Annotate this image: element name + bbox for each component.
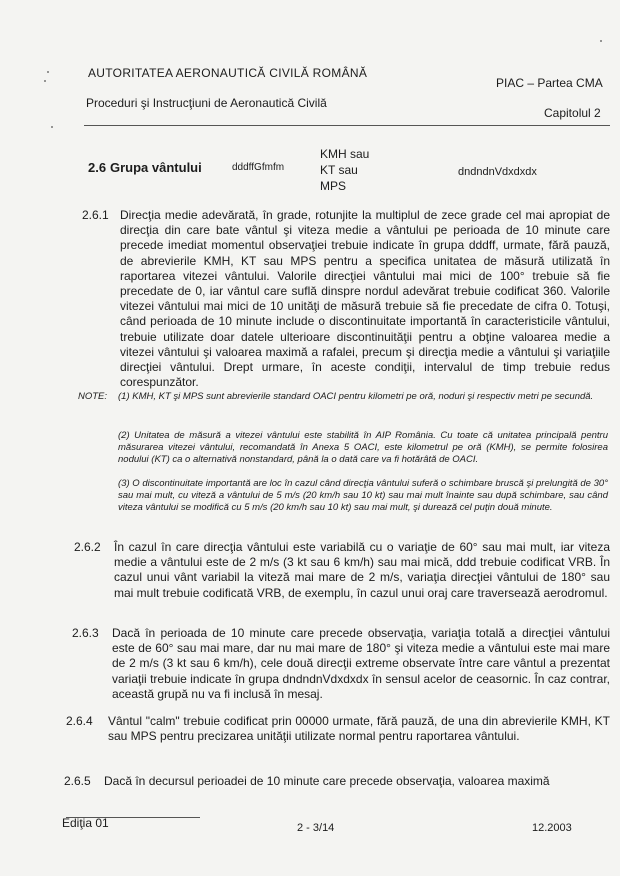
note-item: (2) Unitatea de măsură a vitezei vântului este stabilită în AIP România. Cu toate că unitatea principală pentru măsurarea vitezei vântului, recomandată în Anexa 5 OACI, este kilometrul pe oră (KMH), se permite folosirea nodului (KT) ca o alternativă nonstandard, până la o dată care va fi hotărâtă de OACI. xyxy=(118,430,608,465)
paragraph-text: Dacă în perioada de 10 minute care precede observaţia, variaţia totală a direcţiei vântului este de 60° sau mai mare, dar nu mai mare de 180° şi viteza medie a vântului este mai mare de 2 m/s (3 kt sau 6 km/h), cele două direcţii extreme observate între care vântul a prezentat variaţii trebuie indicate în grupa dndndnVdxdxdx în sensul acelor de ceasornic. În caz contrar, această grupă nu va fi inclusă în mesaj. xyxy=(112,626,610,701)
paragraph-number: 2.6.4 xyxy=(66,714,93,728)
scan-speck xyxy=(44,80,46,82)
paragraph-number: 2.6.2 xyxy=(74,540,101,554)
paragraph-number: 2.6.5 xyxy=(64,774,91,788)
header-chapter: Capitolul 2 xyxy=(544,106,601,120)
header-procedures: Proceduri şi Instrucţiuni de Aeronautică Civilă xyxy=(86,96,327,110)
header-divider xyxy=(84,125,610,126)
footer-edition: Ediţia 01 xyxy=(62,816,109,830)
scan-speck xyxy=(47,71,49,73)
header-doc-ref: PIAC – Partea CMA xyxy=(496,76,603,90)
paragraph-text: În cazul în care direcţia vântului este variabilă cu o variaţie de 60° sau mai mult, iar viteza medie a vântului este de 2 m/s (3 kt sau 6 km/h) sau mai mică, ddd trebuie codificat VRB. În cazul unui vânt variabil la viteză mai mare de 2 m/s, variaţia direcţiei vântului de 180° sau mai mult trebuie codificată VRB, de exemplu, în cazul unui oraj care traversează aerodromul. xyxy=(114,540,610,600)
paragraph-text: Vântul "calm" trebuie codificat prin 00000 urmate, fără pauză, de una din abrevierile KMH, KT sau MPS pentru precizarea unităţii utilizate normal pentru raportarea vântului. xyxy=(108,714,610,744)
unit-option: KMH sau xyxy=(320,147,370,161)
unit-option: KT sau xyxy=(320,163,358,177)
footer-page-number: 2 - 3/14 xyxy=(297,822,335,834)
note-item: (1) KMH, KT şi MPS sunt abrevierile standard OACI pentru kilometri pe oră, noduri şi respectiv metri pe secundă. xyxy=(118,391,594,402)
scan-speck xyxy=(600,40,602,42)
scan-speck xyxy=(51,126,53,128)
paragraph-number: 2.6.3 xyxy=(72,626,99,640)
note-item: (3) O discontinuitate importantă are loc în cazul când direcţia vântului suferă o schimbare bruscă şi prelungită de 30° sau mai mult, cu viteză a vântului de 5 m/s (20 km/h sau 10 kt) sau mai mult înainte sau după schimbare, sau când viteza vântului se modifică cu 5 m/s (20 km/h sau 10 kt) sau mai mult, şi durează cel puţin două minute. xyxy=(118,478,608,513)
paragraph-text: Dacă în decursul perioadei de 10 minute care precede observaţia, valoarea maximă xyxy=(104,774,550,788)
paragraph-number: 2.6.1 xyxy=(82,208,109,222)
section-code: dddffGfmfm xyxy=(232,162,285,173)
notes-label: NOTE: xyxy=(78,391,108,402)
section-number: 2.6 xyxy=(88,160,107,175)
section-title: Grupa vântului xyxy=(110,160,202,175)
footer-date: 12.2003 xyxy=(532,822,572,834)
header-organization: AUTORITATEA AERONAUTICĂ CIVILĂ ROMÂNĂ xyxy=(88,66,368,80)
unit-option: MPS xyxy=(320,179,347,193)
unit-options xyxy=(320,146,369,194)
section-code-variation: dndndnVdxdxdx xyxy=(458,166,537,178)
paragraph-text: Direcţia medie adevărată, în grade, rotunjite la multiplul de zece grade cel mai apropiat de direcţia din care bate vântul şi viteza medie a vântului pe perioada de 10 minute care precede imediat momentul observaţiei trebuie indicate în grupa dddff, urmate, fără pauză, de abrevierile KMH, KT sau MPS pentru a specifica unitatea de măsură utilizată în raportarea vitezei vântului. Valorile direcţiei vântului mai mici de 100° trebuie să fie precedate de 0, iar vântul care suflă dinspre nordul adevărat trebuie codificat 360. Valorile vitezei vântului mai mici de 10 unităţi de măsură trebuie să fie precedate de cifra 0. Totuşi, când perioada de 10 minute include o discontinuitate importantă în caracteristicile vântului, trebuie utilizate doar datele ulterioare discontinuităţii pentru a obţine valoarea medie a vitezei vântului şi valoarea maximă a rafalei, precum şi direcţia medie a vântului şi variaţiile direcţiei vântului. Drept urmare, în aceste condiţii, intervalul de timp trebuie redus corespunzător. xyxy=(120,208,610,390)
